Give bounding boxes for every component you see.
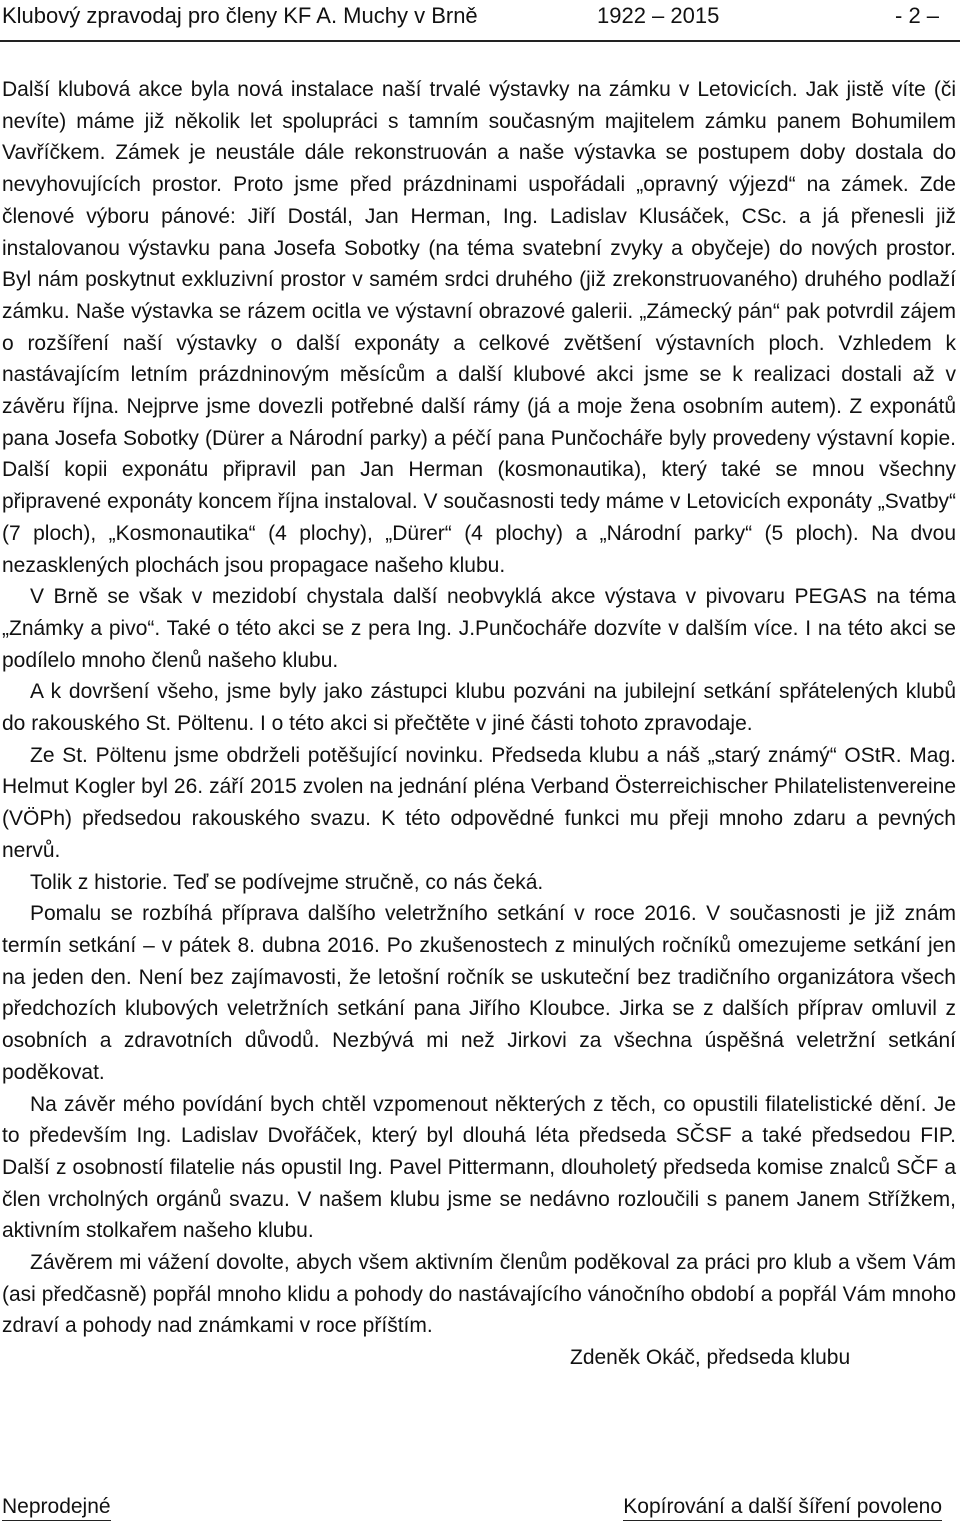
paragraph-pegas: V Brně se však v mezidobí chystala další neobvyklá akce výstava v pivovaru PEGAS na téma „Známky a pivo“. Také o této akci se z pera Ing. J.Punčocháře dozvíte v dalším více. I na této akci se podílelo mnoho členů našeho klubu. [2, 585, 956, 672]
page-header [0, 0, 960, 42]
paragraph-letovice: Další klubová akce byla nová instalace naší trvalé výstavky na zámku v Letovicích. Jak jistě víte (či nevíte) máme již několik let spolupráci s tamním současným majitelem zámku panem Bohumilem Vavříčkem. Zámek je neustále dále rekonstruován a naše výstavka se postupem doby dostala do nevyhovujících prostor. Proto jsme před prázdninami uspořádali „opravný výjezd“ na zámek. Zde členové výboru pánové: Jiří Dostál, Jan Herman, Ing. Ladislav Klusáček, CSc. a já přenesli již instalovanou výstavku pana Josefa Sobotky (na téma svatební zvyky a obyčeje) do nových prostor. Byl nám poskytnut exkluzivní prostor v samém srdci druhého (již zrekonstruovaného) druhého podlaží zámku. Naše výstavka se rázem ocitla ve výstavní obrazové galerii. „Zámecký pán“ pak potvrdil zájem o rozšíření naší výstavky o další exponáty a celkové zvětšení výstavních ploch. Vzhledem k nastávajícím letním prázdninovým měsícům a další klubové akci jsme se k realizaci dostali až v závěru října. Nejprve jsme dovezli potřebné další rámy (já a moje žena osobním autem). Z exponátů pana Josefa Sobotky (Dürer a Národní parky) a péčí pana Punčocháře byly provedeny výstavní kopie. Další kopii exponátu připravil pan Jan Herman (kosmonautika), který také se mnou všechny připravené exponáty koncem října instaloval. V současnosti tedy máme v Letovicích exponáty „Svatby“ (7 ploch), „Kosmonautika“ (4 plochy), „Dürer“ (4 plochy) a „Národní parky“ (5 ploch). Na dvou nezasklených plochách jsou propagace našeho klubu. [2, 78, 956, 577]
paragraph-kogler: Ze St. Pöltenu jsme obdrželi potěšující novinku. Předseda klubu a náš „starý známý“ OStR. Mag. Helmut Kogler byl 26. září 2015 zvolen na jednání pléna Verband Österreichischer Philatelistenvereine (VÖPh) předsedou rakouského svazu. K této odpovědné funkci mu přeji mnoho zdaru a pevných nervů. [2, 743, 956, 862]
newsletter-title: Klubový zpravodaj pro členy KF A. Muchy v Brně [2, 3, 478, 28]
paragraph-transition: Tolik z historie. Teď se podívejme stručně, co nás čeká. [30, 870, 544, 894]
footer-not-for-sale: Neprodejné [2, 1494, 111, 1521]
paragraph-remembrance: Na závěr mého povídání bych chtěl vzpomenout některých z těch, co opustili filatelistické dění. Je to především Ing. Ladislav Dvořáček, který byl dlouhá léta předseda SČSF a také předsedou FIP. Další z osobností filatelie nás opustil Ing. Pavel Pittermann, dlouholetý předseda komise znalců SČF a člen vrcholných orgánů svazu. V našem klubu jsme se nedávno rozloučili s panem Janem Střížkem, aktivním stolkařem našeho klubu. [2, 1092, 956, 1243]
header-years: 1922 – 2015 [597, 3, 720, 28]
page-number: - 2 – [895, 3, 940, 28]
page-footer [0, 1494, 960, 1522]
paragraph-2016-meeting: Pomalu se rozbíhá příprava dalšího veletržního setkání v roce 2016. V současnosti je již znám termín setkání – v pátek 8. dubna 2016. Po zkušenostech z minulých ročníků omezujeme setkání jen na jeden den. Není bez zajímavosti, že letošní ročník se uskuteční bez tradičního organizátora všech předchozích klubových veletržních setkání pana Jiřího Kloubce. Jirka se z dalších příprav omluvil z osobních a zdravotních důvodů. Nezbývá mi než Jirkovi za všechna úspěšná veletržní setkání poděkovat. [2, 902, 956, 1084]
paragraph-closing: Závěrem mi vážení dovolte, abych všem aktivním členům poděkoval za práci pro klub a všem Vám (asi předčasně) popřál mnoho klidu a pohody do nastávajícího vánočního období a popřál Vám mnoho zdraví a pohody nad známkami v roce příštím. [2, 1251, 956, 1338]
footer-copying-allowed: Kopírování a další šíření povoleno [623, 1494, 942, 1521]
article-body [2, 74, 956, 1374]
paragraph-st-polten: A k dovršení všeho, jsme byly jako zástupci klubu pozváni na jubilejní setkání spřátelených klubů do rakouského St. Pöltenu. I o této akci si přečtěte v jiné části tohoto zpravodaje. [2, 680, 956, 736]
signature: Zdeněk Okáč, předseda klubu [570, 1346, 851, 1370]
